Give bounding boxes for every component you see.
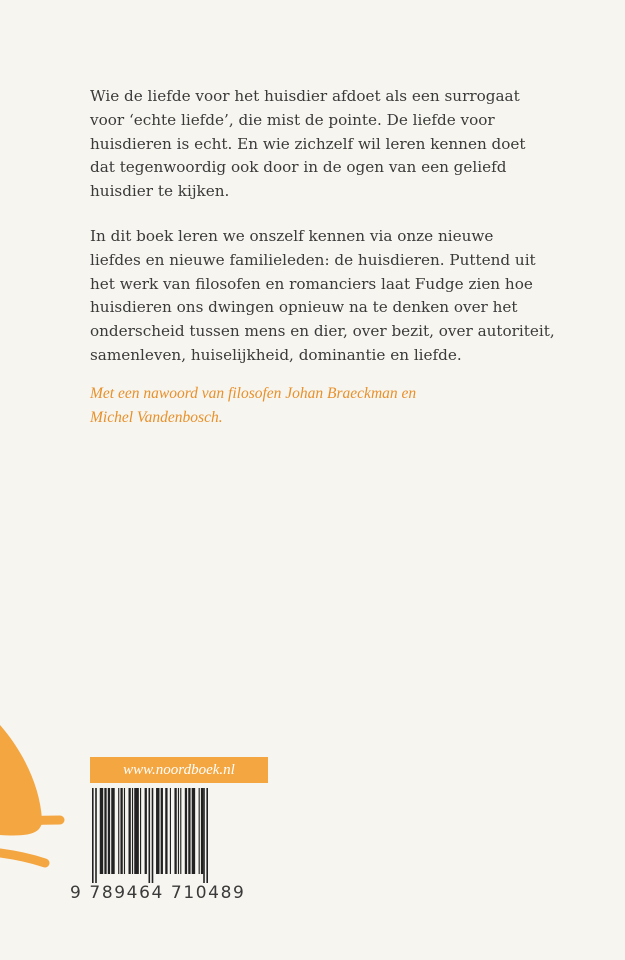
barcode-block — [70, 788, 270, 906]
barcode-bar — [152, 788, 154, 883]
barcode-bar — [124, 788, 125, 874]
barcode-bar — [161, 788, 163, 874]
intro-line: Wie de liefde voor het huisdier afdoet als een surrogaat — [90, 87, 520, 105]
barcode-bar — [192, 788, 195, 874]
barcode-bar — [111, 788, 114, 874]
afterword-line: Michel Vandenbosch. — [90, 409, 223, 426]
barcode-bar — [199, 788, 200, 874]
intro-line: huisdier te kijken. — [90, 182, 230, 201]
intro-line: huisdieren is echt. En wie zichzelf wil leren kennen doet — [90, 134, 526, 153]
barcode-bar — [149, 788, 151, 883]
barcode-bar — [100, 788, 103, 874]
afterword-line: Met een nawoord van filosofen Johan Braeckman en — [90, 385, 417, 402]
barcode-bar — [201, 788, 203, 874]
body-line: het werk van filosofen en romanciers laat Fudge zien hoe — [90, 274, 533, 293]
cat-tail-graphic — [0, 725, 70, 875]
body-line: liefdes en nieuwe familieleden: de huisdieren. Puttend uit — [90, 250, 536, 269]
barcode-bar — [203, 788, 205, 883]
barcode-bar — [156, 788, 159, 874]
isbn-number: 9 789464 710489 — [70, 883, 246, 903]
barcode-image — [90, 788, 268, 883]
barcode-bar — [108, 788, 110, 874]
barcode-bar — [118, 788, 119, 874]
afterword-note — [90, 382, 550, 430]
barcode-bar — [92, 788, 94, 883]
barcode-bar — [178, 788, 179, 874]
body-line: samenleven, huiselijkheid, dominantie en liefde. — [90, 345, 462, 364]
barcode-bar — [104, 788, 106, 874]
barcode-bar — [170, 788, 171, 874]
intro-paragraph — [90, 85, 550, 204]
barcode-bar — [188, 788, 190, 874]
body-line: In dit boek leren we onszelf kennen via onze nieuwe — [90, 227, 494, 245]
body-line: onderscheid tussen mens en dier, over bezit, over autoriteit, — [90, 322, 555, 341]
barcode-bar — [145, 788, 147, 874]
barcode-bar — [134, 788, 139, 874]
body-line: huisdieren ons dwingen opnieuw na te denken over het — [90, 298, 518, 317]
publisher-url[interactable]: www.noordboek.nl — [90, 757, 268, 783]
barcode-bar — [95, 788, 97, 883]
body-paragraph — [90, 225, 555, 368]
barcode-bar — [129, 788, 131, 874]
intro-line: voor ‘echte liefde’, die mist de pointe. De liefde voor — [90, 110, 495, 129]
barcode-bar — [165, 788, 167, 874]
barcode-bar — [180, 788, 181, 874]
barcode-bar — [120, 788, 122, 874]
barcode-bar — [132, 788, 133, 874]
barcode-bar — [174, 788, 176, 874]
barcode-bar — [185, 788, 187, 874]
barcode-bar — [140, 788, 141, 874]
barcode-bar — [206, 788, 208, 883]
intro-line: dat tegenwoordig ook door in de ogen van een geliefd — [90, 158, 507, 177]
